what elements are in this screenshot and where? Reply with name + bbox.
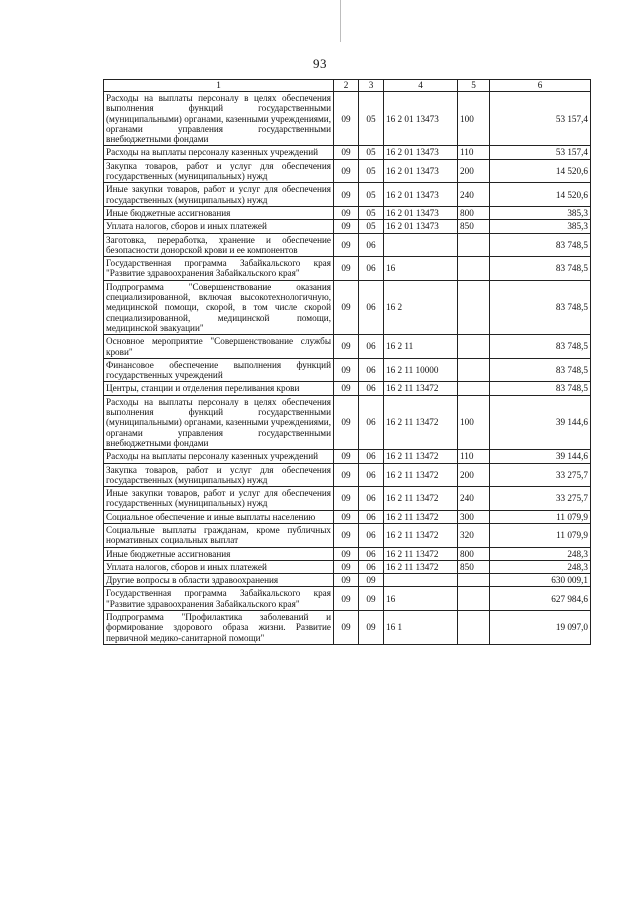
cell-target-code bbox=[384, 233, 458, 257]
cell-section: 09 bbox=[334, 523, 359, 547]
cell-amount: 39 144,6 bbox=[490, 450, 591, 463]
cell-amount: 14 520,6 bbox=[490, 159, 591, 183]
table-row bbox=[104, 220, 591, 233]
cell-section: 09 bbox=[334, 611, 359, 645]
cell-name: Закупка товаров, работ и услуг для обеспечения государственных (муниципальных) нужд bbox=[104, 463, 334, 487]
cell-target-code: 16 2 11 13472 bbox=[384, 560, 458, 573]
cell-expense-type bbox=[458, 358, 490, 382]
cell-target-code: 16 2 11 13472 bbox=[384, 395, 458, 449]
cell-target-code: 16 2 11 13472 bbox=[384, 382, 458, 395]
cell-expense-type bbox=[458, 233, 490, 257]
cell-target-code: 16 2 01 13473 bbox=[384, 92, 458, 146]
header-row bbox=[104, 80, 591, 92]
cell-target-code: 16 2 11 13472 bbox=[384, 463, 458, 487]
cell-subsection: 05 bbox=[359, 206, 384, 219]
cell-name: Закупка товаров, работ и услуг для обеспечения государственных (муниципальных) нужд bbox=[104, 159, 334, 183]
table-row bbox=[104, 450, 591, 463]
cell-subsection: 06 bbox=[359, 560, 384, 573]
table-row bbox=[104, 487, 591, 511]
cell-expense-type bbox=[458, 257, 490, 281]
cell-target-code: 16 2 11 13472 bbox=[384, 510, 458, 523]
cell-subsection: 06 bbox=[359, 523, 384, 547]
cell-target-code: 16 2 01 13473 bbox=[384, 183, 458, 207]
table-row bbox=[104, 574, 591, 587]
cell-expense-type: 850 bbox=[458, 560, 490, 573]
cell-subsection: 05 bbox=[359, 159, 384, 183]
cell-expense-type bbox=[458, 574, 490, 587]
column-header-section: 2 bbox=[334, 80, 359, 92]
cell-subsection: 06 bbox=[359, 547, 384, 560]
cell-name: Иные закупки товаров, работ и услуг для обеспечения государственных (муниципальных) нужд bbox=[104, 183, 334, 207]
cell-amount: 385,3 bbox=[490, 220, 591, 233]
cell-section: 09 bbox=[334, 510, 359, 523]
cell-expense-type: 110 bbox=[458, 146, 490, 159]
cell-subsection: 05 bbox=[359, 146, 384, 159]
table-body bbox=[104, 92, 591, 645]
table-row bbox=[104, 146, 591, 159]
column-header-expense-type: 5 bbox=[458, 80, 490, 92]
cell-amount: 33 275,7 bbox=[490, 487, 591, 511]
cell-expense-type bbox=[458, 382, 490, 395]
cell-section: 09 bbox=[334, 146, 359, 159]
cell-expense-type: 300 bbox=[458, 510, 490, 523]
cell-section: 09 bbox=[334, 335, 359, 359]
cell-name: Уплата налогов, сборов и иных платежей bbox=[104, 560, 334, 573]
cell-amount: 33 275,7 bbox=[490, 463, 591, 487]
cell-name: Расходы на выплаты персоналу в целях обеспечения выполнения функций государственными (муниципальными) органами, казенными учреждениями, органами управления государственными внебюджетными фондами bbox=[104, 395, 334, 449]
cell-name: Заготовка, переработка, хранение и обеспечение безопасности донорской крови и ее компонентов bbox=[104, 233, 334, 257]
cell-amount: 248,3 bbox=[490, 547, 591, 560]
cell-section: 09 bbox=[334, 450, 359, 463]
cell-amount: 11 079,9 bbox=[490, 510, 591, 523]
cell-amount: 83 748,5 bbox=[490, 382, 591, 395]
cell-amount: 53 157,4 bbox=[490, 146, 591, 159]
cell-amount: 83 748,5 bbox=[490, 280, 591, 334]
cell-name: Иные бюджетные ассигнования bbox=[104, 547, 334, 560]
cell-subsection: 06 bbox=[359, 463, 384, 487]
cell-subsection: 09 bbox=[359, 574, 384, 587]
cell-expense-type bbox=[458, 280, 490, 334]
cell-name: Подпрограмма "Профилактика заболеваний и формирование здорового образа жизни. Развитие первичной медико-санитарной помощи" bbox=[104, 611, 334, 645]
table-row bbox=[104, 159, 591, 183]
cell-target-code: 16 2 11 bbox=[384, 335, 458, 359]
cell-section: 09 bbox=[334, 233, 359, 257]
cell-expense-type: 110 bbox=[458, 450, 490, 463]
cell-name: Государственная программа Забайкальского края "Развитие здравоохранения Забайкальского края" bbox=[104, 587, 334, 611]
cell-name: Расходы на выплаты персоналу казенных учреждений bbox=[104, 146, 334, 159]
table-row bbox=[104, 611, 591, 645]
cell-section: 09 bbox=[334, 220, 359, 233]
cell-expense-type: 200 bbox=[458, 463, 490, 487]
cell-subsection: 09 bbox=[359, 611, 384, 645]
cell-expense-type: 100 bbox=[458, 395, 490, 449]
cell-subsection: 06 bbox=[359, 233, 384, 257]
cell-section: 09 bbox=[334, 358, 359, 382]
table-row bbox=[104, 523, 591, 547]
column-header-amount: 6 bbox=[490, 80, 591, 92]
cell-name: Государственная программа Забайкальского края "Развитие здравоохранения Забайкальского края" bbox=[104, 257, 334, 281]
cell-expense-type: 850 bbox=[458, 220, 490, 233]
cell-expense-type: 800 bbox=[458, 547, 490, 560]
cell-section: 09 bbox=[334, 587, 359, 611]
cell-amount: 14 520,6 bbox=[490, 183, 591, 207]
cell-section: 09 bbox=[334, 463, 359, 487]
cell-expense-type: 240 bbox=[458, 487, 490, 511]
cell-target-code: 16 2 bbox=[384, 280, 458, 334]
cell-amount: 630 009,1 bbox=[490, 574, 591, 587]
cell-name: Социальные выплаты гражданам, кроме публичных нормативных социальных выплат bbox=[104, 523, 334, 547]
table-row bbox=[104, 395, 591, 449]
cell-amount: 385,3 bbox=[490, 206, 591, 219]
cell-name: Уплата налогов, сборов и иных платежей bbox=[104, 220, 334, 233]
cell-expense-type bbox=[458, 611, 490, 645]
table-row bbox=[104, 335, 591, 359]
column-header-subsection: 3 bbox=[359, 80, 384, 92]
cell-section: 09 bbox=[334, 92, 359, 146]
table-row bbox=[104, 206, 591, 219]
cell-name: Подпрограмма "Совершенствование оказания специализированной, включая высокотехнологичную, медицинской помощи, скорой, в том числе скорой специализированной, медицинской помощи, медицинской эвакуации" bbox=[104, 280, 334, 334]
cell-section: 09 bbox=[334, 574, 359, 587]
cell-subsection: 06 bbox=[359, 382, 384, 395]
cell-expense-type: 100 bbox=[458, 92, 490, 146]
column-header-target-code: 4 bbox=[384, 80, 458, 92]
table-row bbox=[104, 183, 591, 207]
table-row bbox=[104, 547, 591, 560]
cell-subsection: 06 bbox=[359, 510, 384, 523]
cell-expense-type: 240 bbox=[458, 183, 490, 207]
table-row bbox=[104, 560, 591, 573]
cell-subsection: 05 bbox=[359, 183, 384, 207]
cell-target-code: 16 2 11 13472 bbox=[384, 450, 458, 463]
page-number: 93 bbox=[313, 56, 327, 71]
cell-subsection: 05 bbox=[359, 92, 384, 146]
cell-section: 09 bbox=[334, 487, 359, 511]
cell-subsection: 06 bbox=[359, 358, 384, 382]
cell-section: 09 bbox=[334, 280, 359, 334]
cell-amount: 53 157,4 bbox=[490, 92, 591, 146]
cell-target-code: 16 bbox=[384, 587, 458, 611]
cell-subsection: 06 bbox=[359, 257, 384, 281]
cell-target-code: 16 2 01 13473 bbox=[384, 159, 458, 183]
cell-amount: 83 748,5 bbox=[490, 335, 591, 359]
cell-target-code: 16 2 01 13473 bbox=[384, 220, 458, 233]
cell-section: 09 bbox=[334, 183, 359, 207]
cell-expense-type: 800 bbox=[458, 206, 490, 219]
table-row bbox=[104, 382, 591, 395]
cell-target-code: 16 1 bbox=[384, 611, 458, 645]
cell-name: Центры, станции и отделения переливания крови bbox=[104, 382, 334, 395]
cell-target-code: 16 2 11 13472 bbox=[384, 523, 458, 547]
cell-section: 09 bbox=[334, 395, 359, 449]
cell-name: Основное мероприятие "Совершенствование службы крови" bbox=[104, 335, 334, 359]
table-row bbox=[104, 257, 591, 281]
cell-target-code: 16 2 01 13473 bbox=[384, 146, 458, 159]
cell-target-code bbox=[384, 574, 458, 587]
table-row bbox=[104, 463, 591, 487]
cell-amount: 83 748,5 bbox=[490, 257, 591, 281]
column-header-name: 1 bbox=[104, 80, 334, 92]
cell-subsection: 09 bbox=[359, 587, 384, 611]
cell-section: 09 bbox=[334, 206, 359, 219]
cell-target-code: 16 2 01 13473 bbox=[384, 206, 458, 219]
cell-expense-type: 200 bbox=[458, 159, 490, 183]
cell-section: 09 bbox=[334, 382, 359, 395]
table-row bbox=[104, 280, 591, 334]
cell-name: Другие вопросы в области здравоохранения bbox=[104, 574, 334, 587]
cell-subsection: 06 bbox=[359, 395, 384, 449]
cell-section: 09 bbox=[334, 159, 359, 183]
cell-amount: 83 748,5 bbox=[490, 233, 591, 257]
cell-target-code: 16 2 11 10000 bbox=[384, 358, 458, 382]
cell-name: Расходы на выплаты персоналу казенных учреждений bbox=[104, 450, 334, 463]
table-row bbox=[104, 358, 591, 382]
cell-section: 09 bbox=[334, 547, 359, 560]
cell-expense-type bbox=[458, 587, 490, 611]
cell-expense-type bbox=[458, 335, 490, 359]
table-row bbox=[104, 510, 591, 523]
cell-name: Расходы на выплаты персоналу в целях обеспечения выполнения функций государственными (муниципальными) органами, казенными учреждениями, органами управления государственными внебюджетными фондами bbox=[104, 92, 334, 146]
cell-name: Иные бюджетные ассигнования bbox=[104, 206, 334, 219]
cell-name: Финансовое обеспечение выполнения функций государственных учреждений bbox=[104, 358, 334, 382]
cell-amount: 39 144,6 bbox=[490, 395, 591, 449]
cell-target-code: 16 2 11 13472 bbox=[384, 487, 458, 511]
table-row bbox=[104, 92, 591, 146]
cell-section: 09 bbox=[334, 560, 359, 573]
table-row bbox=[104, 233, 591, 257]
cell-amount: 248,3 bbox=[490, 560, 591, 573]
cell-name: Социальное обеспечение и иные выплаты населению bbox=[104, 510, 334, 523]
cell-name: Иные закупки товаров, работ и услуг для обеспечения государственных (муниципальных) нужд bbox=[104, 487, 334, 511]
cell-subsection: 06 bbox=[359, 487, 384, 511]
cell-subsection: 06 bbox=[359, 450, 384, 463]
cell-subsection: 06 bbox=[359, 280, 384, 334]
cell-amount: 627 984,6 bbox=[490, 587, 591, 611]
table-row bbox=[104, 587, 591, 611]
cell-amount: 83 748,5 bbox=[490, 358, 591, 382]
page-fold-mark bbox=[340, 0, 341, 42]
cell-target-code: 16 2 11 13472 bbox=[384, 547, 458, 560]
cell-amount: 19 097,0 bbox=[490, 611, 591, 645]
cell-subsection: 05 bbox=[359, 220, 384, 233]
cell-expense-type: 320 bbox=[458, 523, 490, 547]
budget-table bbox=[103, 79, 591, 645]
cell-subsection: 06 bbox=[359, 335, 384, 359]
cell-amount: 11 079,9 bbox=[490, 523, 591, 547]
cell-section: 09 bbox=[334, 257, 359, 281]
cell-target-code: 16 bbox=[384, 257, 458, 281]
